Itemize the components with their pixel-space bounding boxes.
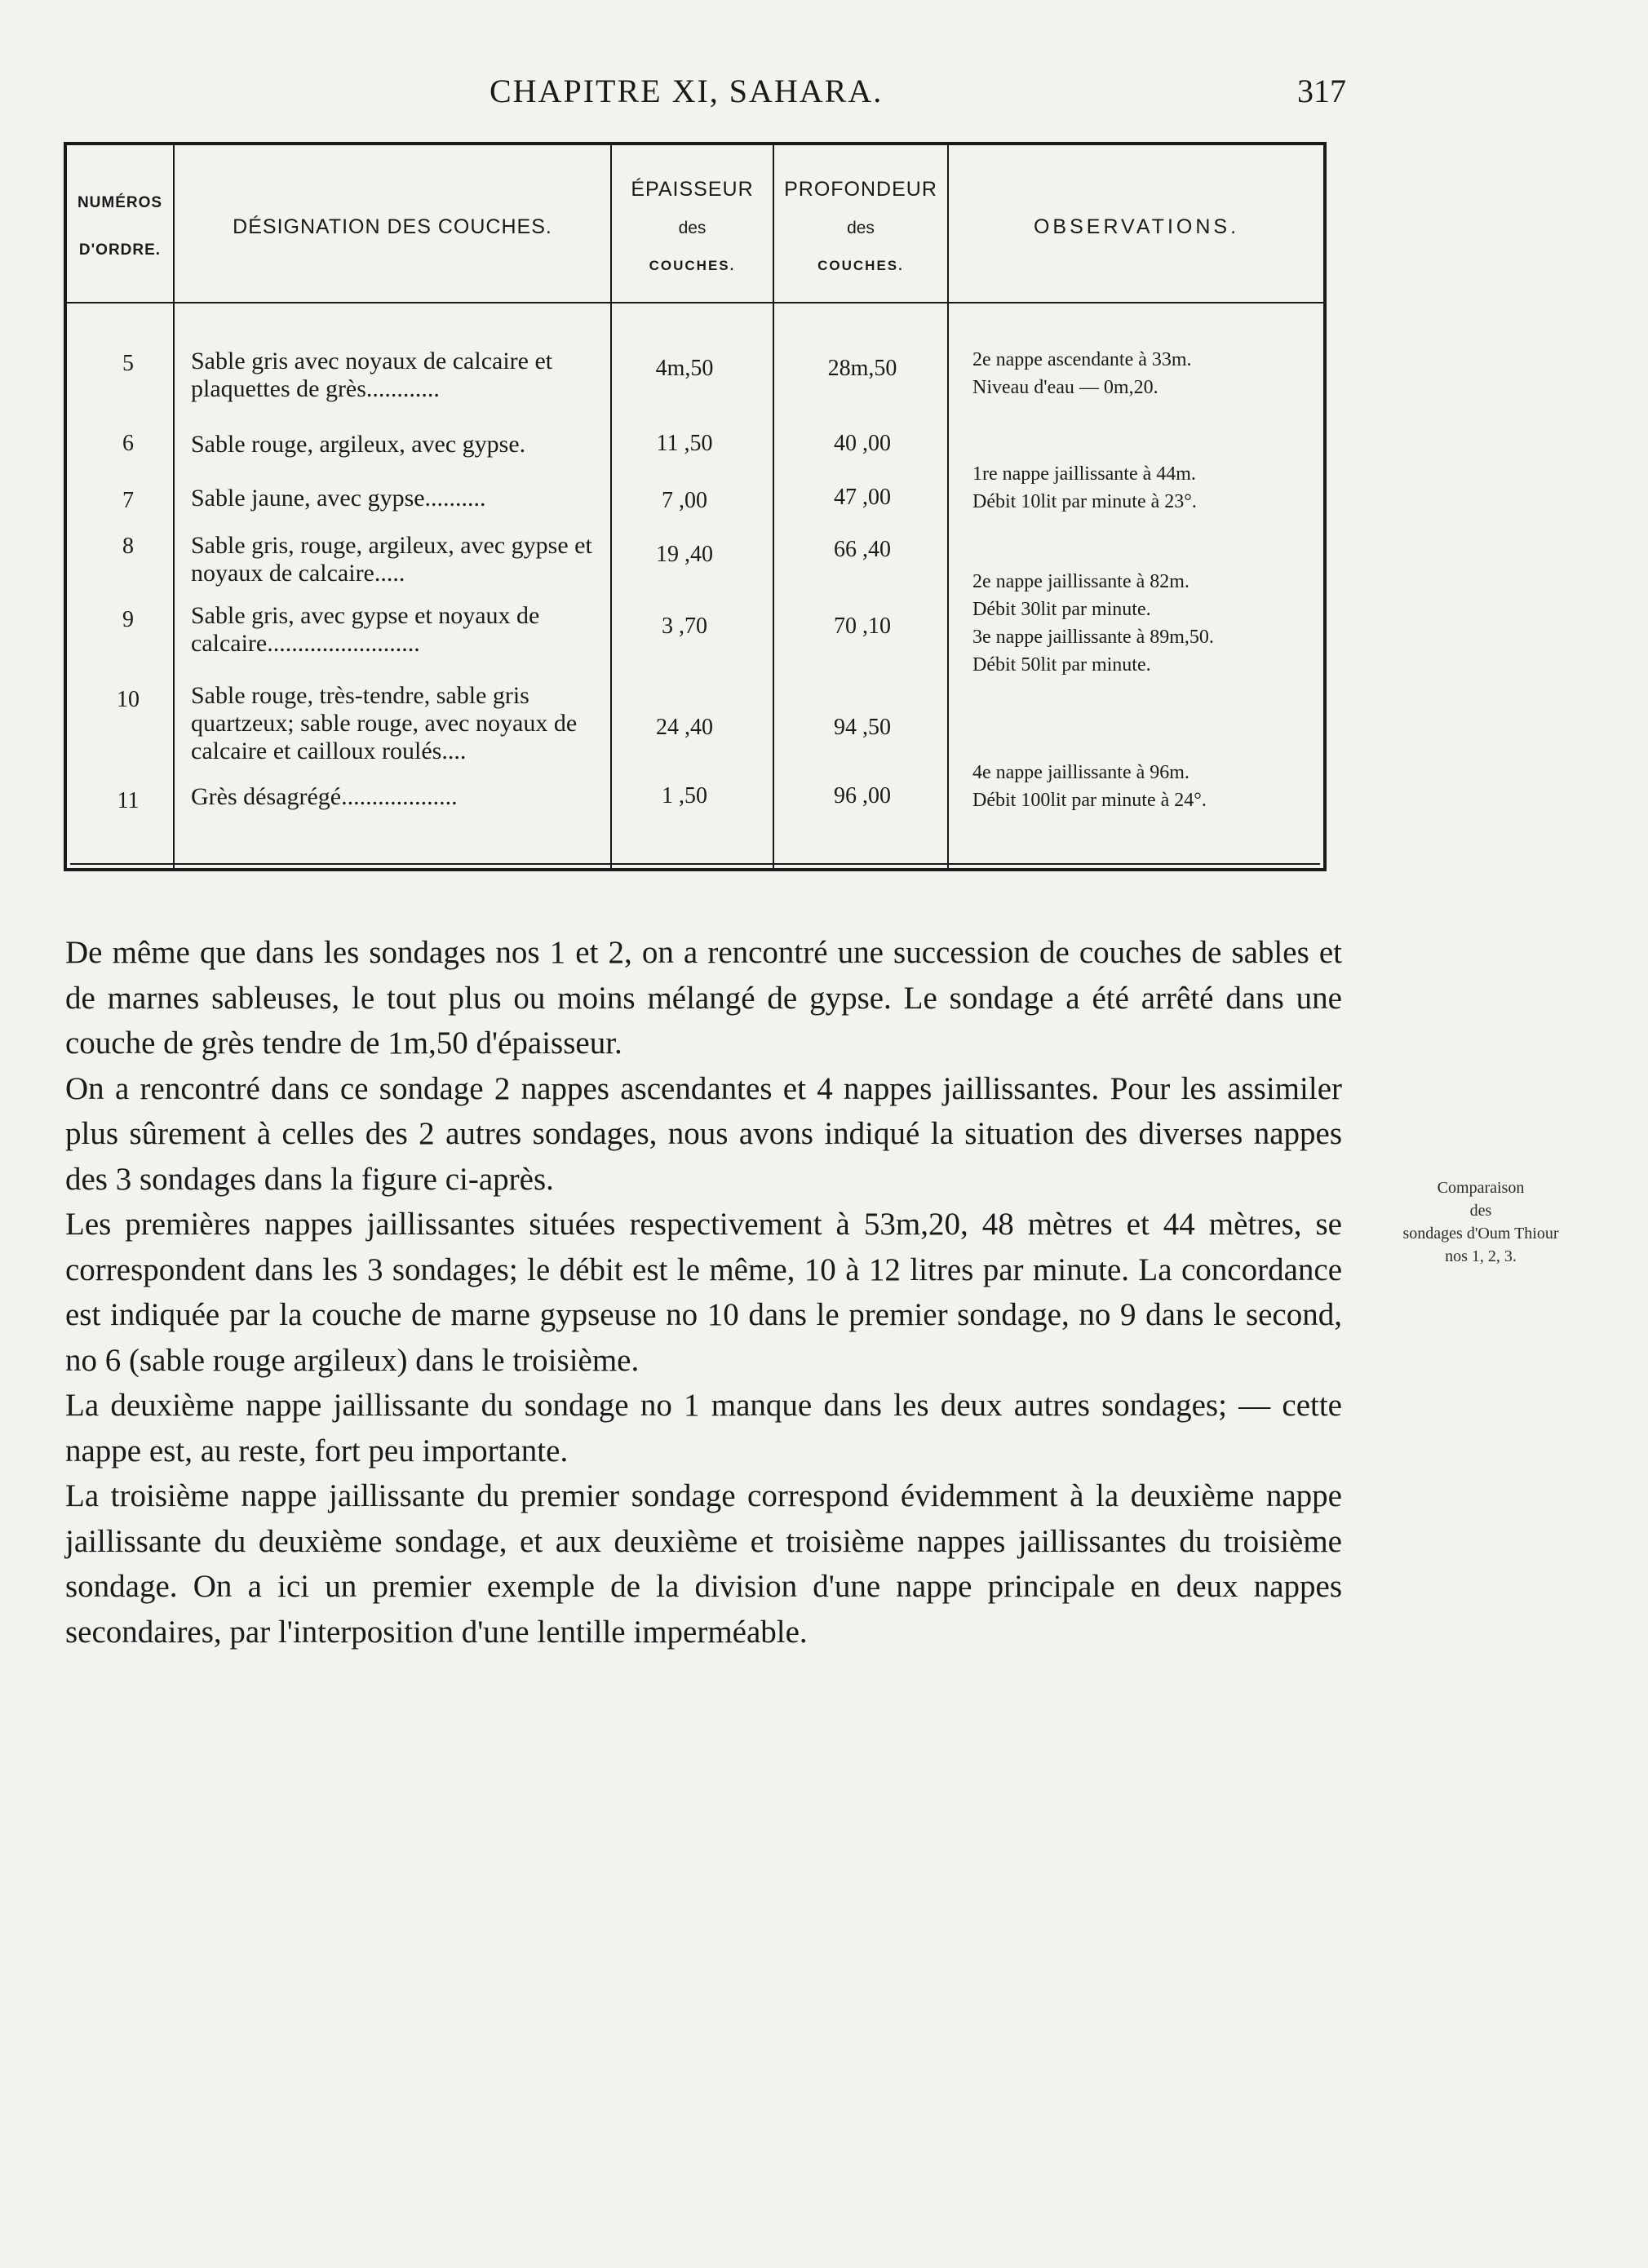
observation-line: 1re nappe jaillissante à 44m. — [972, 463, 1196, 485]
row-number: 5 — [122, 351, 134, 376]
row-thickness: 7 ,00 — [662, 488, 707, 513]
paragraph: Les premières nappes jaillissantes situées respectivement à 53m,20, 48 mètres et 44 mètres, se correspondent dans les 3 sondages; le débit est le même, 10 à 12 litres par minute. La concordance est indiquée par la couche de marne gypseuse no 10 dans le premier sondage, no 9 dans le second, no 6 (sable rouge argileux) dans le troisième. — [65, 1207, 1342, 1378]
margin-note — [1358, 1176, 1603, 1268]
header-designation: DÉSIGNATION DES COUCHES. — [233, 215, 552, 238]
row-number: 9 — [122, 607, 134, 632]
row-depth: 70 ,10 — [834, 614, 891, 639]
header-epaisseur-1: ÉPAISSEUR — [631, 178, 754, 201]
observation-line: 3e nappe jaillissante à 89m,50. — [972, 627, 1214, 648]
observation-line: 4e nappe jaillissante à 96m. — [972, 762, 1189, 783]
row-thickness: 3 ,70 — [662, 614, 707, 639]
observation-line: Débit 100lit par minute à 24°. — [972, 790, 1207, 811]
row-depth: 28m,50 — [827, 356, 897, 381]
observation-block — [972, 568, 1315, 679]
margin-note-line: des — [1469, 1202, 1492, 1220]
observation-line: 2e nappe ascendante à 33m. — [972, 349, 1192, 370]
row-number: 11 — [117, 788, 140, 813]
row-number: 8 — [122, 534, 134, 559]
header-observations: OBSERVATIONS. — [1033, 215, 1240, 238]
row-designation: Sable jaune, avec gypse.......... — [191, 485, 486, 512]
header-divider — [67, 302, 1323, 303]
observation-line: Débit 50lit par minute. — [972, 654, 1151, 676]
observation-line: Niveau d'eau — 0m,20. — [972, 377, 1158, 398]
row-depth: 40 ,00 — [834, 431, 891, 456]
header-epaisseur-3: COUCHES. — [649, 258, 736, 273]
row-designation: Sable rouge, très-tendre, sable gris quartzeux; sable rouge, avec noyaux de calcaire et cailloux roulés.... — [191, 682, 578, 764]
header-numero-1: NUMÉROS — [77, 194, 163, 211]
observation-line: Débit 30lit par minute. — [972, 599, 1151, 620]
paragraph: La troisième nappe jaillissante du premier sondage correspond évidemment à la deuxième nappe jaillissante du deuxième sondage, et aux deuxième et troisième nappes jaillissantes du troisième sondage. On a ici un premier exemple de la division d'une nappe principale en deux nappes secondaires, par l'interposition d'une lentille imperméable. — [65, 1478, 1342, 1650]
row-depth: 66 ,40 — [834, 537, 891, 562]
margin-note-line: Comparaison — [1437, 1179, 1525, 1197]
page-number: 317 — [1297, 73, 1346, 109]
margin-note-line: nos 1, 2, 3. — [1445, 1247, 1517, 1265]
strata-table — [64, 142, 1327, 871]
row-designation: Sable gris, rouge, argileux, avec gypse et noyaux de calcaire..... — [191, 532, 592, 587]
paragraph: On a rencontré dans ce sondage 2 nappes ascendantes et 4 nappes jaillissantes. Pour les assimiler plus sûrement à celles des 2 autres sondages, nous avons indiqué la situation des diverses nappes des 3 sondages dans la figure ci-après. — [65, 1070, 1342, 1197]
observation-line: 2e nappe jaillissante à 82m. — [972, 571, 1189, 592]
header-numero-2: D'ORDRE. — [78, 241, 162, 259]
row-designation: Sable gris avec noyaux de calcaire et plaquettes de grès............ — [191, 348, 553, 402]
row-thickness: 11 ,50 — [656, 431, 713, 456]
page-header — [0, 72, 1648, 113]
row-thickness: 1 ,50 — [662, 783, 707, 808]
body-text — [65, 930, 1342, 1654]
row-thickness: 4m,50 — [655, 356, 714, 381]
row-thickness: 24 ,40 — [656, 715, 713, 740]
row-number: 7 — [122, 488, 134, 513]
row-designation: Grès désagrégé................... — [191, 783, 458, 810]
header-profondeur-3: COUCHES. — [817, 258, 904, 273]
column-divider — [773, 145, 774, 868]
row-thickness: 19 ,40 — [656, 542, 713, 567]
margin-note-line: sondages d'Oum Thiour — [1402, 1225, 1559, 1243]
row-designation: Sable rouge, argileux, avec gypse. — [191, 431, 526, 458]
header-profondeur-2: des — [847, 219, 875, 237]
observation-block — [972, 346, 1315, 401]
row-designation: Sable gris, avec gypse et noyaux de calcaire......................... — [191, 602, 540, 657]
row-depth: 94 ,50 — [834, 715, 891, 740]
running-head: CHAPITRE XI, SAHARA. — [490, 73, 884, 109]
observation-block — [972, 460, 1315, 516]
observation-block — [972, 759, 1315, 814]
paragraph: La deuxième nappe jaillissante du sondage no 1 manque dans les deux autres sondages; — cette nappe est, au reste, fort peu importante. — [65, 1388, 1342, 1468]
row-depth: 96 ,00 — [834, 783, 891, 808]
header-epaisseur-2: des — [678, 219, 707, 237]
row-number: 10 — [117, 687, 140, 712]
row-number: 6 — [122, 431, 134, 456]
header-profondeur-1: PROFONDEUR — [784, 178, 937, 201]
paragraph: De même que dans les sondages nos 1 et 2, on a rencontré une succession de couches de sables et de marnes sableuses, le tout plus ou moins mélangé de gypse. Le sondage a été arrêté dans une couche de grès tendre de 1m,50 d'épaisseur. — [65, 935, 1342, 1061]
observation-line: Débit 10lit par minute à 23°. — [972, 491, 1197, 512]
row-depth: 47 ,00 — [834, 485, 891, 510]
